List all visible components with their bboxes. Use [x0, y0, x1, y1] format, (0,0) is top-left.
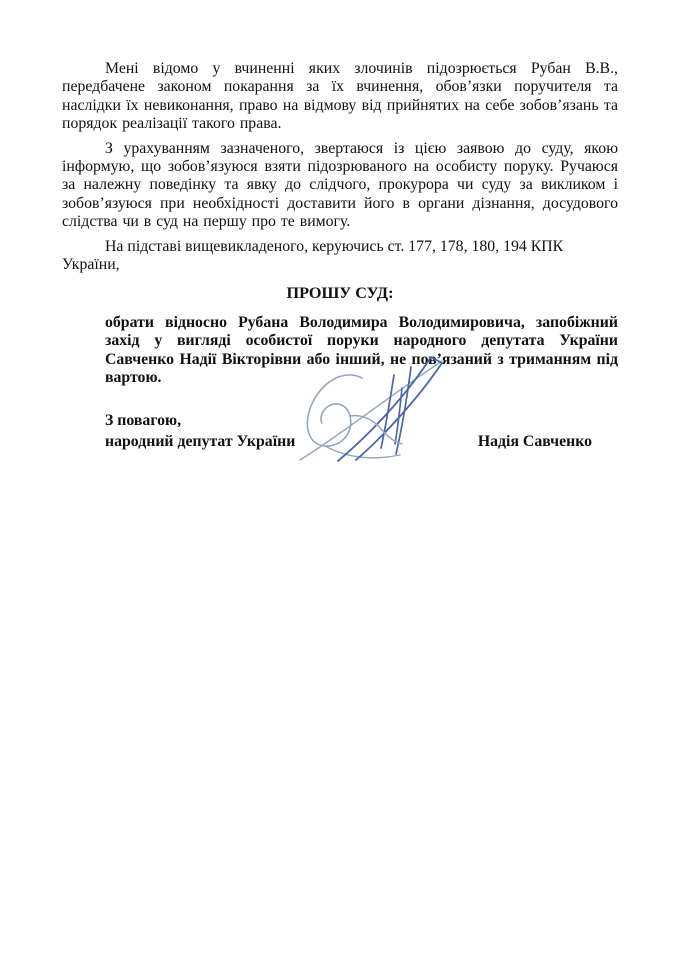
heading-request-court: ПРОШУ СУД:: [286, 284, 394, 303]
closing-signer-title: народний депутат України: [105, 432, 296, 450]
paragraph-known-crimes: Мені відомо у вчиненні яких злочинів підозрюється Рубан В.В., передбачене законом покарання за їх вчинення, обов’язки поручителя та наслідки їх невиконання, право на відмову від прийнятих на себе зобов’язань та порядок реалізації такого права.: [62, 60, 618, 133]
paragraph-legal-basis: На підставі вищевикладеного, керуючись ст. 177, 178, 180, 194 КПК України,: [62, 237, 564, 274]
document-body: [62, 60, 618, 452]
paragraph-personal-guarantee: З урахуванням зазначеного, звертаюся із цією заявою до суду, якою інформую, що зобов’язуюся взяти підозрюваного на особисту поруку. Ручаюся за належну поведінку та явку до слідчого, прокурора чи суду за викликом і зобов’язуюся при необхідності доставити його в органи дізнання, досудового слідства чи в суд на першу про те вимогу.: [62, 139, 618, 231]
closing-signer-name: Надія Савченко: [477, 432, 592, 450]
closing-salutation: З повагою,: [105, 411, 182, 429]
paragraph-request: обрати відносно Рубана Володимира Володимировича, запобіжний захід у вигляді особистої поруки народного депутата України Савченко Надії Вікторівни або інший, не пов’язаний з триманням під вартою.: [105, 313, 618, 387]
closing-block: [62, 410, 618, 452]
closing-row: [62, 431, 618, 452]
